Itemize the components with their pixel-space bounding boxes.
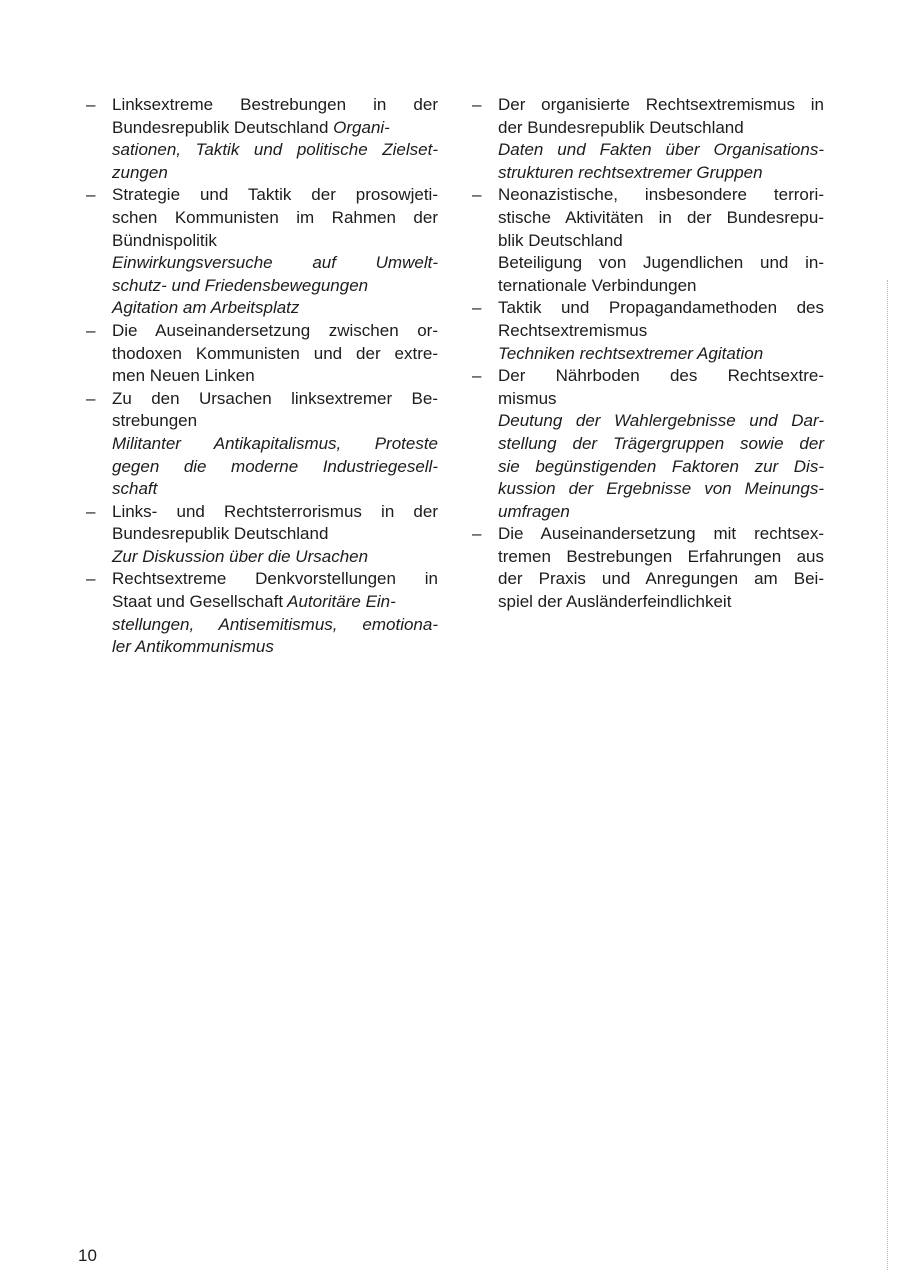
list-item — [86, 320, 438, 388]
text-line — [112, 591, 438, 614]
text-line — [112, 297, 438, 320]
text-line — [498, 456, 824, 479]
text-segment: Neonazistische, insbesondere terrori- — [498, 185, 824, 205]
text-segment: Der organisierte Rechtsextremismus in — [498, 95, 824, 114]
text-segment: schen Kommunisten im Rahmen der — [112, 207, 438, 227]
text-line — [498, 388, 824, 411]
dash-bullet: – — [86, 185, 96, 205]
text-segment: schaft — [112, 479, 158, 499]
text-segment: Taktik und Propagandamethoden des — [498, 298, 824, 318]
list-item — [86, 568, 438, 658]
text-segment: umfragen — [498, 501, 570, 521]
text-segment: Zu den Ursachen linksextremer Be- — [112, 388, 438, 408]
text-segment: stische Aktivitäten in der Bundesrepu- — [498, 207, 824, 227]
text-line — [112, 636, 438, 659]
text-line — [112, 501, 438, 524]
text-segment: spiel der Ausländerfeindlichkeit — [498, 592, 732, 612]
text-line — [112, 410, 438, 433]
text-segment: Bündnispolitik — [112, 230, 217, 250]
list-item — [86, 388, 438, 501]
text-line — [112, 252, 438, 275]
text-line — [498, 252, 824, 275]
text-line — [498, 117, 824, 140]
text-line — [498, 365, 824, 388]
text-segment: Staat und Gesellschaft — [112, 592, 284, 612]
text-segment: Techniken rechtsextremer Agitation — [498, 343, 764, 363]
text-line — [498, 591, 824, 614]
text-segment: Rechtsextreme Denkvorstellungen in — [112, 569, 438, 589]
text-segment: Bundesrepublik Deutschland — [112, 524, 329, 544]
text-segment: Die Auseinandersetzung zwischen or- — [112, 320, 438, 340]
text-line — [112, 94, 438, 117]
text-line — [112, 614, 438, 637]
text-segment: ternationale Verbindungen — [498, 275, 697, 295]
dash-bullet: – — [86, 95, 96, 114]
text-segment: stellung der Trägergruppen sowie der — [498, 433, 824, 453]
text-line — [498, 320, 824, 343]
text-segment: gegen die moderne Industriegesell- — [112, 456, 438, 476]
text-line — [112, 230, 438, 253]
text-line — [498, 94, 824, 117]
text-line — [498, 139, 824, 162]
text-line — [112, 184, 438, 207]
list-item — [86, 94, 438, 184]
text-line — [498, 230, 824, 253]
text-segment: Linksextreme Bestrebungen in der — [112, 95, 438, 114]
text-line — [498, 433, 824, 456]
dash-bullet: – — [472, 185, 482, 205]
text-line — [112, 139, 438, 162]
text-segment: Einwirkungsversuche auf Umwelt- — [112, 253, 438, 273]
dash-bullet: – — [472, 524, 482, 544]
text-line — [498, 523, 824, 546]
text-line — [112, 546, 438, 569]
dash-bullet: – — [472, 298, 482, 318]
dash-bullet: – — [86, 388, 96, 408]
text-line — [112, 568, 438, 591]
dash-bullet: – — [86, 320, 96, 340]
text-segment: Links- und Rechtsterrorismus in der — [112, 501, 438, 521]
dash-bullet: – — [86, 569, 96, 589]
text-line — [498, 275, 824, 298]
text-segment: der Praxis und Anregungen am Bei- — [498, 569, 824, 589]
text-line — [112, 388, 438, 411]
dash-bullet: – — [472, 366, 482, 386]
text-line — [112, 117, 438, 140]
dash-bullet: – — [86, 501, 96, 521]
text-segment: Der Nährboden des Rechtsextre- — [498, 366, 824, 386]
text-segment: schutz- und Friedensbewegungen — [112, 275, 369, 295]
text-line — [112, 162, 438, 185]
text-line — [498, 410, 824, 433]
text-line — [498, 568, 824, 591]
text-line — [112, 478, 438, 501]
text-segment: stellungen, Antisemitismus, emotiona- — [112, 614, 438, 634]
text-segment: strukturen rechtsextremer Gruppen — [498, 162, 763, 182]
text-segment: Beteiligung von Jugendlichen und in- — [498, 253, 824, 273]
text-line — [112, 365, 438, 388]
text-segment: Militanter Antikapitalismus, Proteste — [112, 433, 438, 453]
italic-segment: Autoritäre Ein- — [283, 592, 396, 612]
text-line — [498, 478, 824, 501]
page-number: 10 — [78, 1246, 97, 1265]
text-line — [112, 523, 438, 546]
list-item — [472, 297, 824, 365]
text-line — [498, 297, 824, 320]
text-segment: zungen — [112, 162, 168, 182]
dash-bullet: – — [472, 95, 482, 114]
text-line — [112, 343, 438, 366]
right-column — [472, 94, 824, 614]
text-line — [112, 275, 438, 298]
list-item — [472, 184, 824, 297]
text-segment: Zur Diskussion über die Ursachen — [112, 546, 369, 566]
text-segment: sationen, Taktik und politische Zielset- — [112, 140, 438, 160]
text-segment: Strategie und Taktik der prosowjeti- — [112, 185, 438, 205]
list-item — [472, 94, 824, 184]
text-segment: blik Deutschland — [498, 230, 623, 250]
list-item — [472, 365, 824, 523]
text-segment: mismus — [498, 388, 557, 408]
italic-segment: Organi- — [328, 117, 390, 137]
text-line — [112, 207, 438, 230]
text-segment: Deutung der Wahlergebnisse und Dar- — [498, 411, 824, 431]
text-line — [498, 162, 824, 185]
page-edge-line — [887, 280, 888, 1270]
text-segment: der Bundesrepublik Deutschland — [498, 117, 744, 137]
list-item — [86, 501, 438, 569]
text-segment: sie begünstigenden Faktoren zur Dis- — [498, 456, 824, 476]
text-line — [498, 546, 824, 569]
text-line — [112, 456, 438, 479]
text-segment: Daten und Fakten über Organisations- — [498, 140, 824, 160]
text-line — [498, 343, 824, 366]
text-segment: thodoxen Kommunisten und der extre- — [112, 343, 438, 363]
text-segment: Bundesrepublik Deutschland — [112, 117, 329, 137]
text-line — [498, 207, 824, 230]
text-segment: Rechtsextremismus — [498, 320, 648, 340]
text-segment: men Neuen Linken — [112, 366, 255, 386]
text-line — [112, 320, 438, 343]
list-item — [86, 184, 438, 320]
text-line — [498, 501, 824, 524]
text-segment: Agitation am Arbeitsplatz — [112, 298, 300, 318]
text-segment: kussion der Ergebnisse von Meinungs- — [498, 479, 824, 499]
text-line — [498, 184, 824, 207]
left-column — [86, 94, 438, 659]
text-segment: Die Auseinandersetzung mit rechtsex- — [498, 524, 824, 544]
text-segment: tremen Bestrebungen Erfahrungen aus — [498, 546, 824, 566]
text-line — [112, 433, 438, 456]
text-segment: ler Antikommunismus — [112, 637, 274, 657]
list-item — [472, 523, 824, 613]
text-segment: strebungen — [112, 411, 198, 431]
